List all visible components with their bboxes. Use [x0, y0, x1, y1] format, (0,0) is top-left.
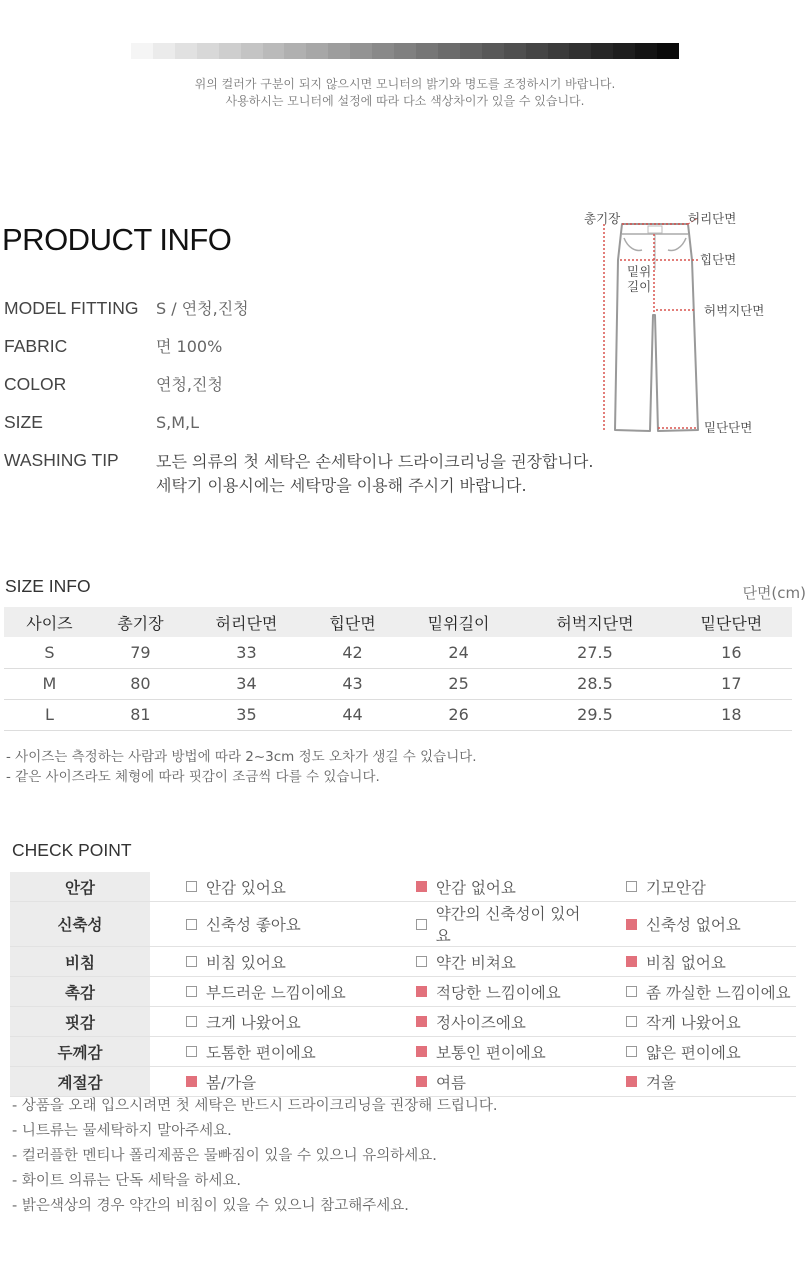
- check-point-option: [380, 1067, 590, 1097]
- color-value: 연청,진청: [156, 375, 223, 394]
- check-option: [626, 951, 726, 973]
- checked-box-icon: [416, 986, 427, 997]
- size-unit-label: 단면(cm): [742, 584, 806, 602]
- table-cell: L: [4, 699, 95, 730]
- check-option: [416, 1041, 546, 1063]
- color-notice-line-2: 사용하시는 모니터에 설정에 따라 다소 색상차이가 있을 수 있습니다.: [225, 94, 585, 108]
- check-option: [626, 1071, 676, 1093]
- check-option: [626, 913, 741, 935]
- check-option: [626, 981, 791, 1003]
- pants-illustration: [580, 200, 810, 440]
- table-cell: 27.5: [519, 637, 671, 668]
- checked-box-icon: [416, 1016, 427, 1027]
- checked-box-icon: [626, 956, 637, 967]
- grayscale-swatch: [284, 43, 306, 59]
- grayscale-swatch: [635, 43, 657, 59]
- check-option-label: 비침 없어요: [646, 953, 726, 972]
- check-option-label: 얇은 편이에요: [646, 1043, 741, 1062]
- table-row: [4, 637, 792, 668]
- color-notice-line-1: 위의 컬러가 구분이 되지 않으시면 모니터의 밝기와 명도를 조정하시기 바랍니다.: [194, 77, 616, 91]
- unchecked-box-icon: [186, 1046, 197, 1057]
- table-cell: 28.5: [519, 668, 671, 699]
- check-point-option: [590, 1067, 796, 1097]
- care-note-5: - 밝은색상의 경우 약간의 비침이 있을 수 있으니 참고해주세요.: [12, 1198, 409, 1214]
- table-cell: 80: [95, 668, 186, 699]
- diagram-label-hip: 힙단면: [700, 252, 737, 267]
- check-option: [416, 1011, 526, 1033]
- check-point-row: [10, 1007, 796, 1037]
- check-option: [186, 1041, 316, 1063]
- check-option: [416, 951, 516, 973]
- product-info-title: PRODUCT INFO: [2, 222, 232, 257]
- check-option: [186, 876, 286, 898]
- check-point-row: [10, 1067, 796, 1097]
- check-point-option: [590, 902, 796, 947]
- size-header-cell: 밑단단면: [671, 607, 792, 637]
- check-point-option: [590, 947, 796, 977]
- check-option: [186, 1071, 256, 1093]
- pants-measurement-diagram: [580, 200, 810, 440]
- grayscale-swatch: [657, 43, 679, 59]
- unchecked-box-icon: [186, 956, 197, 967]
- check-point-option: [380, 902, 590, 947]
- check-option-label: 정사이즈에요: [436, 1013, 526, 1032]
- check-point-table: [10, 871, 796, 1097]
- grayscale-swatch: [526, 43, 548, 59]
- table-cell: M: [4, 668, 95, 699]
- check-point-option: [380, 1037, 590, 1067]
- grayscale-swatch: [416, 43, 438, 59]
- size-info-title: SIZE INFO: [5, 576, 91, 596]
- size-header-cell: 총기장: [95, 607, 186, 637]
- check-option-label: 기모안감: [646, 878, 706, 897]
- table-cell: 35: [186, 699, 307, 730]
- check-point-option: [380, 977, 590, 1007]
- table-row: [4, 668, 792, 699]
- table-cell: 81: [95, 699, 186, 730]
- check-point-option: [150, 902, 380, 947]
- size-header-cell: 사이즈: [4, 607, 95, 637]
- diagram-label-rise-2: 길이: [627, 279, 652, 294]
- check-option: [416, 981, 561, 1003]
- check-point-category: 촉감: [10, 977, 150, 1007]
- check-option-label: 비침 있어요: [206, 953, 286, 972]
- diagram-label-hem: 밑단단면: [704, 420, 753, 435]
- check-point-option: [150, 977, 380, 1007]
- diagram-label-total-length: 총기장: [584, 211, 621, 226]
- check-point-option: [590, 1007, 796, 1037]
- grayscale-swatch: [460, 43, 482, 59]
- unchecked-box-icon: [186, 881, 197, 892]
- unchecked-box-icon: [416, 956, 427, 967]
- grayscale-swatch: [328, 43, 350, 59]
- check-option: [186, 951, 286, 973]
- check-option: [186, 981, 346, 1003]
- check-option-label: 좀 까실한 느낌이에요: [646, 983, 791, 1002]
- check-point-row: [10, 902, 796, 947]
- color-label: COLOR: [4, 374, 67, 394]
- check-point-category: 안감: [10, 872, 150, 902]
- unchecked-box-icon: [626, 986, 637, 997]
- model-fitting-label: MODEL FITTING: [4, 298, 139, 318]
- check-option-label: 신축성 없어요: [646, 916, 741, 934]
- check-point-category: 비침: [10, 947, 150, 977]
- check-option: [416, 1071, 466, 1093]
- grayscale-swatch: [569, 43, 591, 59]
- check-point-option: [590, 977, 796, 1007]
- grayscale-swatch: [175, 43, 197, 59]
- size-header-cell: 허리단면: [186, 607, 307, 637]
- check-option-label: 적당한 느낌이에요: [436, 983, 561, 1002]
- washing-tip-values: [156, 450, 593, 498]
- check-point-option: [150, 1037, 380, 1067]
- diagram-label-rise-1: 밑위: [627, 264, 652, 279]
- grayscale-swatch: [306, 43, 328, 59]
- size-label: SIZE: [4, 412, 43, 432]
- check-option-label: 부드러운 느낌이에요: [206, 983, 346, 1002]
- check-option: [626, 1041, 741, 1063]
- check-point-option: [150, 947, 380, 977]
- care-note-2: - 니트류는 물세탁하지 말아주세요.: [12, 1123, 232, 1139]
- check-option-label: 여름: [436, 1073, 466, 1092]
- color-row: [4, 374, 223, 395]
- grayscale-swatch: [394, 43, 416, 59]
- model-fitting-row: [4, 298, 249, 319]
- grayscale-swatch: [438, 43, 460, 59]
- grayscale-swatch: [613, 43, 635, 59]
- care-note-4: - 화이트 의류는 단독 세탁을 하세요.: [12, 1173, 241, 1189]
- checked-box-icon: [416, 1046, 427, 1057]
- table-cell: 44: [307, 699, 398, 730]
- size-header-cell: 힙단면: [307, 607, 398, 637]
- size-note-1: - 사이즈는 측정하는 사람과 방법에 따라 2~3cm 정도 오차가 생길 수 있습니다.: [6, 749, 477, 765]
- unchecked-box-icon: [186, 919, 197, 930]
- check-option-label: 봄/가을: [206, 1073, 257, 1092]
- checked-box-icon: [416, 1076, 427, 1087]
- table-cell: S: [4, 637, 95, 668]
- care-note-3: - 컬러플한 멘티나 폴리제품은 물빠짐이 있을 수 있으니 유의하세요.: [12, 1148, 437, 1164]
- check-point-option: [590, 1037, 796, 1067]
- check-option-label: 보통인 편이에요: [436, 1043, 546, 1062]
- table-cell: 43: [307, 668, 398, 699]
- check-option-label: 도톰한 편이에요: [206, 1043, 316, 1062]
- table-cell: 33: [186, 637, 307, 668]
- table-cell: 79: [95, 637, 186, 668]
- model-fitting-value: S / 연청,진청: [156, 299, 249, 318]
- table-cell: 29.5: [519, 699, 671, 730]
- size-table-header: [4, 607, 792, 637]
- size-value: S,M,L: [156, 413, 200, 432]
- table-cell: 42: [307, 637, 398, 668]
- grayscale-swatch: [197, 43, 219, 59]
- unchecked-box-icon: [186, 986, 197, 997]
- unchecked-box-icon: [626, 881, 637, 892]
- check-option: [416, 902, 590, 946]
- checked-box-icon: [626, 1076, 637, 1087]
- size-table: [4, 607, 792, 731]
- check-option-label: 크게 나왔어요: [206, 1013, 301, 1032]
- diagram-label-thigh: 허벅지단면: [704, 303, 765, 318]
- grayscale-swatch: [591, 43, 613, 59]
- check-point-row: [10, 977, 796, 1007]
- check-option: [186, 1011, 301, 1033]
- check-option: [416, 876, 516, 898]
- grayscale-swatch: [131, 43, 153, 59]
- check-point-category: 계절감: [10, 1067, 150, 1097]
- check-point-category: 두께감: [10, 1037, 150, 1067]
- washing-tip-value-1: 모든 의류의 첫 세탁은 손세탁이나 드라이크리닝을 권장합니다.: [156, 452, 594, 471]
- check-point-option: [380, 872, 590, 902]
- grayscale-swatch: [241, 43, 263, 59]
- size-note-2: - 같은 사이즈라도 체형에 따라 핏감이 조금씩 다를 수 있습니다.: [6, 769, 380, 785]
- check-option: [626, 1011, 741, 1033]
- check-option-label: 안감 없어요: [436, 878, 516, 897]
- check-point-option: [150, 1067, 380, 1097]
- check-point-category: 핏감: [10, 1007, 150, 1037]
- check-point-title: CHECK POINT: [12, 840, 132, 860]
- checked-box-icon: [186, 1076, 197, 1087]
- grayscale-swatch: [482, 43, 504, 59]
- grayscale-swatch: [350, 43, 372, 59]
- table-cell: 34: [186, 668, 307, 699]
- check-point-option: [380, 1007, 590, 1037]
- care-note-1: - 상품을 오래 입으시려면 첫 세탁은 반드시 드라이크리닝을 권장해 드립니다.: [12, 1098, 498, 1114]
- check-point-row: [10, 1037, 796, 1067]
- check-option-label: 작게 나왔어요: [646, 1013, 741, 1032]
- unchecked-box-icon: [416, 919, 427, 930]
- washing-tip-label: WASHING TIP: [4, 450, 119, 470]
- check-option-label: 약간 비쳐요: [436, 953, 516, 972]
- check-option: [186, 913, 301, 935]
- table-cell: 26: [398, 699, 519, 730]
- size-row: [4, 412, 199, 433]
- grayscale-swatch: [219, 43, 241, 59]
- check-point-row: [10, 947, 796, 977]
- size-header-cell: 허벅지단면: [519, 607, 671, 637]
- check-point-row: [10, 872, 796, 902]
- check-point-option: [150, 1007, 380, 1037]
- table-cell: 17: [671, 668, 792, 699]
- unchecked-box-icon: [626, 1046, 637, 1057]
- check-option: [626, 876, 706, 898]
- check-point-option: [380, 947, 590, 977]
- check-option-label: 겨울: [646, 1073, 676, 1092]
- table-cell: 16: [671, 637, 792, 668]
- grayscale-swatch: [153, 43, 175, 59]
- check-point-option: [150, 872, 380, 902]
- grayscale-swatch: [263, 43, 285, 59]
- checked-box-icon: [416, 881, 427, 892]
- check-option-label: 약간의 신축성이 있어요: [435, 905, 581, 945]
- check-option-label: 신축성 좋아요: [206, 916, 301, 934]
- grayscale-swatch: [548, 43, 570, 59]
- table-row: [4, 699, 792, 730]
- fabric-label: FABRIC: [4, 336, 68, 356]
- fabric-value: 면 100%: [156, 337, 223, 356]
- diagram-label-waist: 허리단면: [688, 211, 737, 226]
- grayscale-calibration-bar: [131, 43, 679, 59]
- washing-tip-value-2: 세탁기 이용시에는 세탁망을 이용해 주시기 바랍니다.: [156, 476, 527, 495]
- table-cell: 18: [671, 699, 792, 730]
- grayscale-swatch: [372, 43, 394, 59]
- size-header-cell: 밑위길이: [398, 607, 519, 637]
- grayscale-swatch: [504, 43, 526, 59]
- check-point-category: 신축성: [10, 902, 150, 947]
- table-cell: 25: [398, 668, 519, 699]
- check-option-label: 안감 있어요: [206, 878, 286, 897]
- checked-box-icon: [626, 919, 637, 930]
- washing-tip-row: [4, 450, 593, 498]
- check-point-option: [590, 872, 796, 902]
- unchecked-box-icon: [626, 1016, 637, 1027]
- table-cell: 24: [398, 637, 519, 668]
- fabric-row: [4, 336, 222, 357]
- unchecked-box-icon: [186, 1016, 197, 1027]
